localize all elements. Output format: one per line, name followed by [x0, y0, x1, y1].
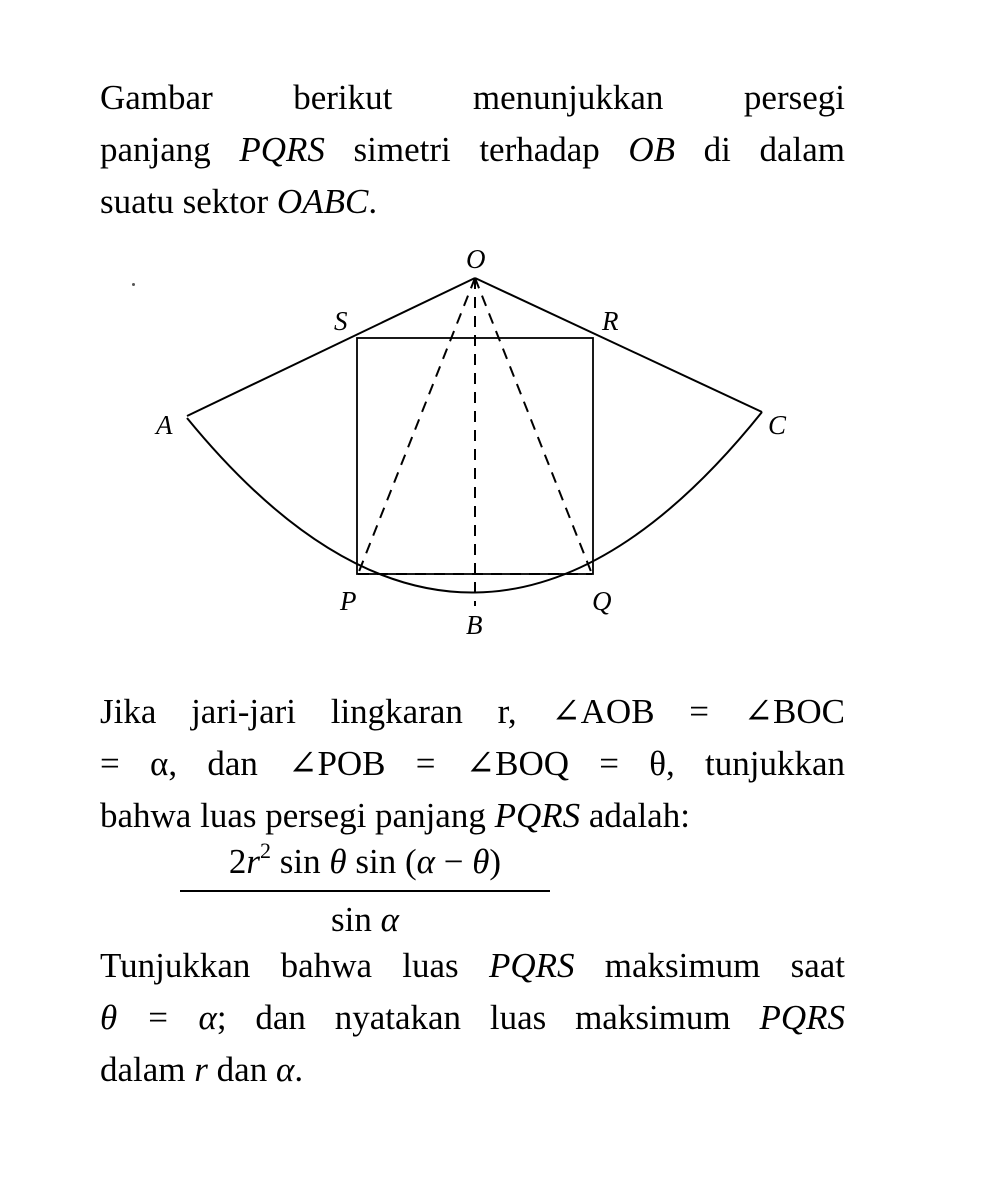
label-b: B [466, 610, 483, 640]
tail-text: ; dan nyatakan luas maksimum [216, 998, 760, 1037]
formula-text: sin [331, 900, 381, 939]
intro-text: suatu sektor [100, 182, 277, 221]
dashed-oq [475, 278, 592, 574]
label-a: A [156, 410, 173, 440]
area-formula [180, 840, 550, 942]
formula-text: sin ( [346, 842, 417, 881]
label-s: S [334, 306, 348, 336]
formula-text: r [246, 842, 261, 881]
rect-name: PQRS [239, 130, 325, 169]
formula-text: θ [472, 842, 490, 881]
question-line-1: Jika jari-jari lingkaran r, ∠AOB = ∠BOC [100, 692, 845, 731]
formula-numerator [180, 840, 550, 884]
fraction-bar [180, 890, 550, 892]
tail-text: α [275, 1050, 295, 1089]
label-p: P [340, 586, 357, 616]
radius-oc [475, 278, 762, 412]
segment-name: OB [628, 130, 676, 169]
question-line-2: = α, dan ∠POB = ∠BOQ = θ, tunjukkan [100, 744, 845, 783]
tail-text: dan [207, 1050, 276, 1089]
label-o: O [466, 244, 486, 274]
label-r: R [602, 306, 619, 336]
sector-diagram [0, 230, 1000, 650]
radius-oa [187, 278, 475, 416]
formula-text: ) [489, 842, 502, 881]
label-c: C [768, 410, 787, 440]
intro-text: . [368, 182, 378, 221]
intro-paragraph [100, 72, 845, 228]
tail-text: θ = α [100, 998, 217, 1037]
formula-text: θ [329, 842, 347, 881]
question-paragraph [100, 686, 845, 842]
question-text: adalah: [580, 796, 690, 835]
formula-text: sin [271, 842, 330, 881]
label-q: Q [592, 586, 612, 616]
formula-text: − [434, 842, 473, 881]
sector-name: OABC [276, 182, 369, 221]
intro-line-3 [100, 176, 845, 228]
tail-text: r [194, 1050, 208, 1089]
intro-line-2 [100, 124, 845, 176]
tail-paragraph [100, 940, 845, 1096]
intro-text: di dalam [675, 130, 845, 169]
formula-text: 2 [228, 842, 247, 881]
intro-text: panjang [100, 130, 240, 169]
rect-name: PQRS [488, 946, 575, 985]
tail-line-3 [100, 1044, 845, 1096]
formula-text: α [380, 900, 399, 939]
formula-denominator [180, 898, 550, 942]
tail-text: . [294, 1050, 304, 1089]
intro-line-1: Gambar berikut menunjukkan persegi [100, 78, 845, 117]
rect-name: PQRS [494, 796, 581, 835]
question-text: bahwa luas persegi panjang [100, 796, 495, 835]
rect-name: PQRS [759, 998, 845, 1037]
tail-text: dalam [100, 1050, 195, 1089]
tail-line-2 [100, 992, 845, 1044]
tail-text: maksimum saat [574, 946, 846, 985]
dashed-op [358, 278, 475, 574]
formula-exponent: 2 [260, 838, 272, 863]
tail-text: Tunjukkan bahwa luas [100, 946, 489, 985]
intro-text: simetri terhadap [324, 130, 629, 169]
question-line-3 [100, 790, 845, 842]
formula-text: α [416, 842, 435, 881]
tail-line-1 [100, 940, 845, 992]
